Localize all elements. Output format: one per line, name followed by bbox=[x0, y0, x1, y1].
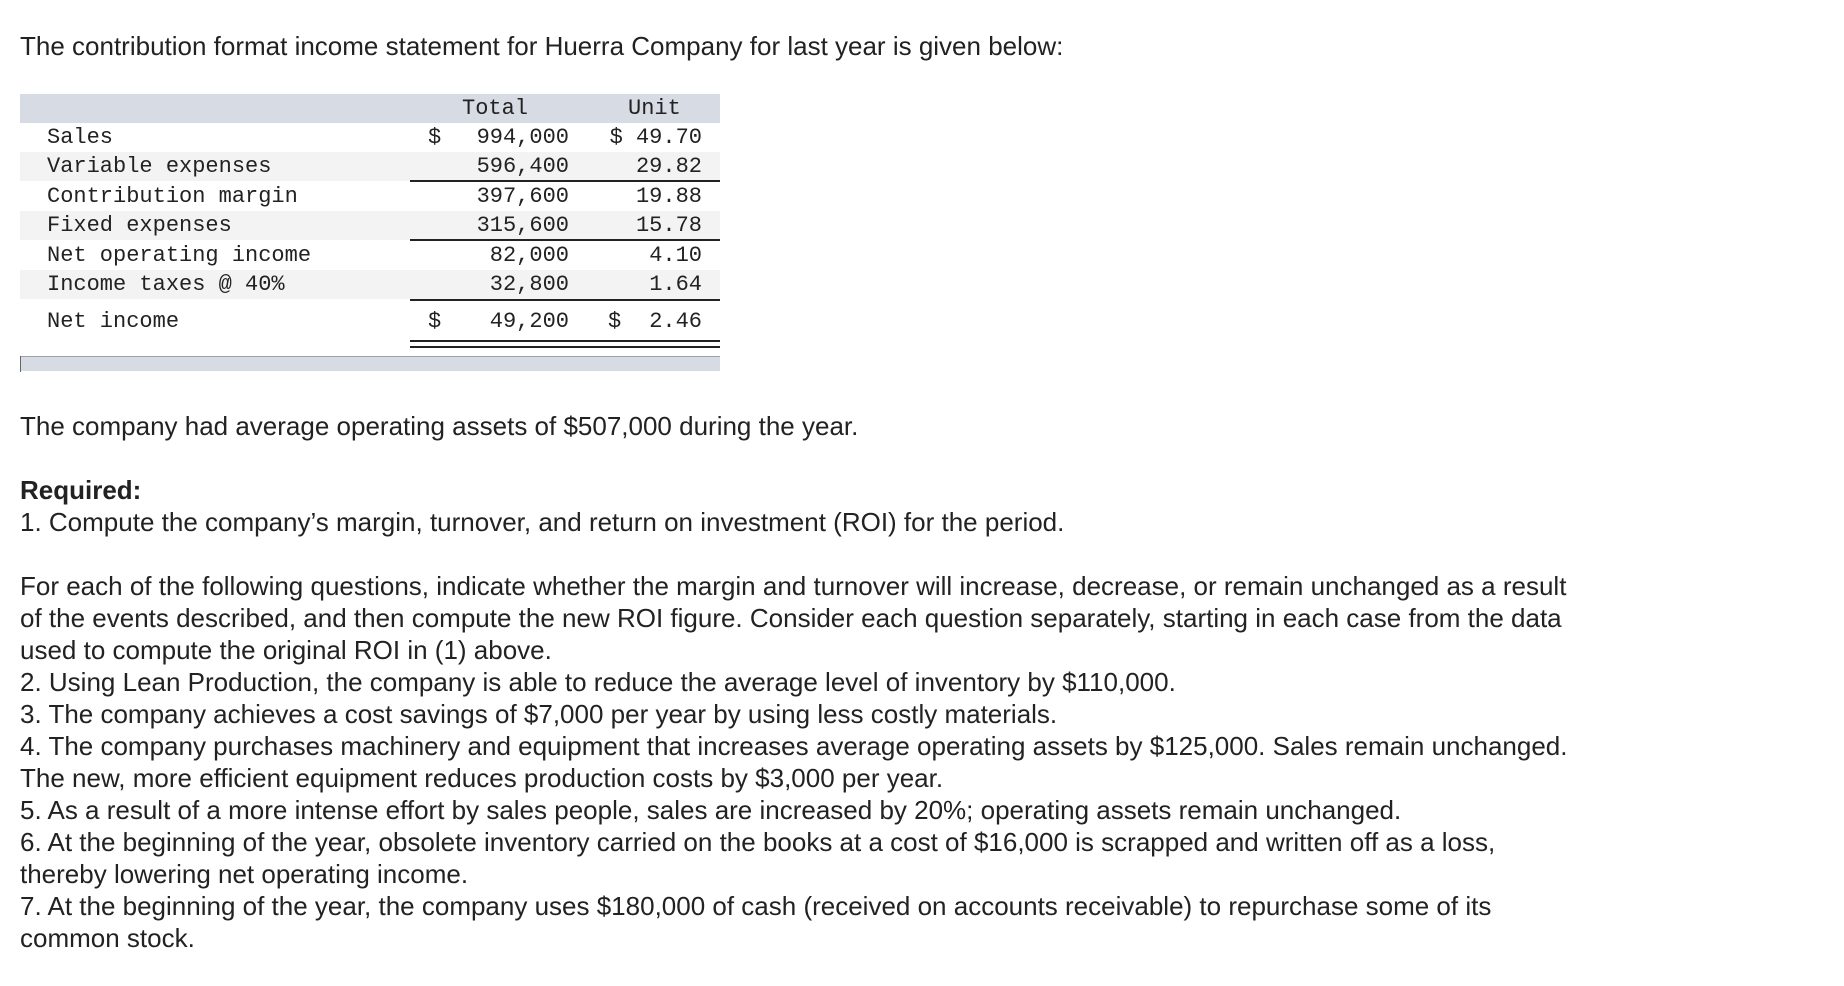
table-footer-band bbox=[20, 356, 720, 371]
total-value: 596,400 bbox=[476, 154, 569, 179]
row-label: Sales bbox=[47, 125, 114, 150]
row-variable-expenses bbox=[20, 152, 720, 181]
unit-value: 19.88 bbox=[635, 184, 702, 209]
dollar-sign: $ bbox=[428, 309, 442, 334]
intro-text: The contribution format income statement for Huerra Company for last year is given below: bbox=[20, 31, 1064, 61]
question-4-continued: The new, more efficient equipment reduces production costs by $3,000 per year. bbox=[20, 763, 944, 793]
row-label: Income taxes @ 40% bbox=[47, 272, 285, 297]
instruction-line: used to compute the original ROI in (1) above. bbox=[20, 635, 552, 665]
question-6: 6. At the beginning of the year, obsolete inventory carried on the books at a cost of $16,000 is scrapped and written off as a loss, bbox=[20, 827, 1496, 857]
row-fixed-expenses bbox=[20, 211, 720, 240]
unit-value: 1.64 bbox=[649, 272, 702, 297]
unit-value: $ 49.70 bbox=[609, 125, 702, 150]
row-income-taxes bbox=[20, 270, 720, 299]
unit-value: 4.10 bbox=[649, 243, 702, 268]
question-4: 4. The company purchases machinery and equipment that increases average operating assets by $125,000. Sales remain unchanged. bbox=[20, 731, 1568, 761]
total-value: 32,800 bbox=[489, 272, 569, 297]
total-double-rule bbox=[410, 340, 720, 348]
row-label: Contribution margin bbox=[47, 184, 298, 209]
row-net-operating-income bbox=[20, 241, 720, 270]
subtotal-rule bbox=[410, 299, 720, 301]
assets-note: The company had average operating assets of $507,000 during the year. bbox=[20, 411, 859, 441]
row-label: Variable expenses bbox=[47, 154, 272, 179]
unit-value: 2.46 bbox=[649, 309, 702, 334]
question-7-continued: common stock. bbox=[20, 923, 195, 953]
row-label: Net income bbox=[47, 309, 180, 334]
question-6-continued: thereby lowering net operating income. bbox=[20, 859, 469, 889]
row-label: Net operating income bbox=[47, 243, 312, 268]
dollar-sign: $ bbox=[428, 125, 442, 150]
table-header-row bbox=[20, 94, 720, 123]
required-item-1: 1. Compute the company’s margin, turnover, and return on investment (ROI) for the period. bbox=[20, 507, 1065, 537]
header-unit: Unit bbox=[628, 96, 681, 121]
header-total: Total bbox=[462, 96, 529, 121]
question-5: 5. As a result of a more intense effort by sales people, sales are increased by 20%; operating assets remain unchanged. bbox=[20, 795, 1402, 825]
total-value: 82,000 bbox=[489, 243, 569, 268]
table-footer-edge bbox=[20, 356, 21, 372]
row-contribution-margin bbox=[20, 182, 720, 211]
total-value: 49,200 bbox=[489, 309, 569, 334]
unit-value: 29.82 bbox=[635, 154, 702, 179]
total-value: 994,000 bbox=[476, 125, 569, 150]
instruction-line: of the events described, and then compute the new ROI figure. Consider each question separately, starting in each case from the data bbox=[20, 603, 1562, 633]
question-2: 2. Using Lean Production, the company is able to reduce the average level of inventory by $110,000. bbox=[20, 667, 1176, 697]
row-sales bbox=[20, 123, 720, 152]
unit-value: 15.78 bbox=[635, 213, 702, 238]
total-value: 397,600 bbox=[476, 184, 569, 209]
required-heading: Required: bbox=[20, 475, 142, 505]
instruction-line: For each of the following questions, indicate whether the margin and turnover will increase, decrease, or remain unchanged as a result bbox=[20, 571, 1567, 601]
question-7: 7. At the beginning of the year, the company uses $180,000 of cash (received on accounts receivable) to repurchase some of its bbox=[20, 891, 1492, 921]
total-value: 315,600 bbox=[476, 213, 569, 238]
question-3: 3. The company achieves a cost savings of $7,000 per year by using less costly materials. bbox=[20, 699, 1058, 729]
dollar-sign: $ bbox=[608, 309, 622, 334]
row-label: Fixed expenses bbox=[47, 213, 232, 238]
row-net-income bbox=[20, 307, 720, 336]
income-statement-table bbox=[20, 94, 720, 371]
